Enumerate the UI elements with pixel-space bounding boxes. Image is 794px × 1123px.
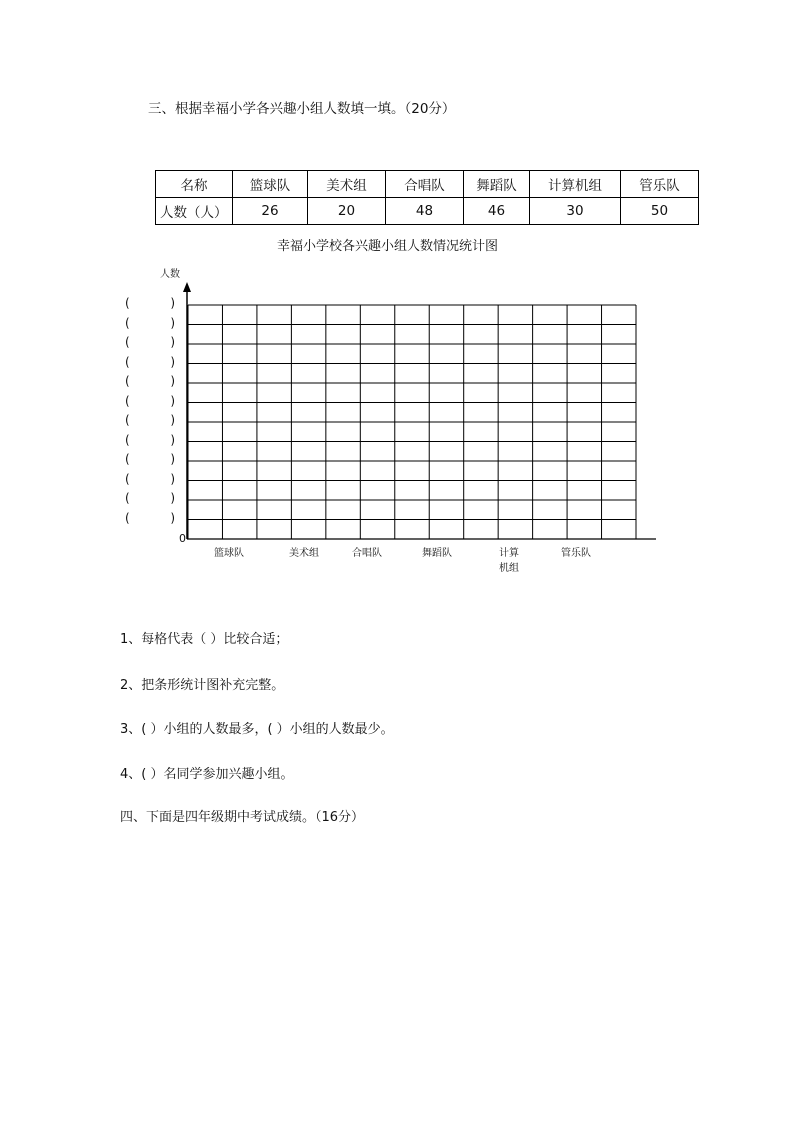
category-label: 合唱队: [352, 548, 382, 559]
section3-title: 三、根据幸福小学各兴趣小组人数填一填。（20分）: [148, 101, 456, 117]
y-tick-close-paren: ): [170, 393, 175, 408]
table-header-name: 名称: [156, 171, 233, 198]
table-cell: 舞蹈队: [464, 171, 530, 198]
section4-title: 四、下面是四年级期中考试成绩。（16分）: [120, 810, 365, 825]
y-tick-close-paren: ): [170, 432, 175, 447]
table-cell: 50: [621, 198, 699, 225]
y-tick-close-paren: ): [170, 296, 175, 310]
question-2: 2、把条形统计图补充完整。: [120, 678, 285, 693]
y-tick-open-paren: (: [125, 432, 130, 447]
y-tick-close-paren: ): [170, 315, 175, 330]
table-cell: 合唱队: [386, 171, 464, 198]
chart-title: 幸福小学校各兴趣小组人数情况统计图: [277, 239, 499, 254]
table-cell: 20: [308, 198, 386, 225]
y-tick-open-paren: (: [125, 413, 130, 427]
origin-label: 0: [179, 532, 186, 545]
table-cell: 26: [233, 198, 308, 225]
table-cell: 48: [386, 198, 464, 225]
category-label: 计算 机组: [499, 548, 519, 574]
question-4: 4、( ）名同学参加兴趣小组。: [120, 767, 294, 782]
question-1: 1、每格代表（ ）比较合适；: [120, 632, 289, 647]
category-label: 管乐队: [561, 548, 591, 559]
y-tick-close-paren: ): [170, 354, 175, 369]
y-tick-close-paren: ): [170, 491, 175, 505]
y-axis-label: 人数: [160, 269, 180, 280]
table-cell: 美术组: [308, 171, 386, 198]
table-cell: 46: [464, 198, 530, 225]
y-tick-open-paren: (: [125, 296, 130, 310]
y-tick-open-paren: (: [125, 354, 130, 369]
y-tick-close-paren: ): [170, 374, 175, 388]
table-cell: 计算机组: [530, 171, 621, 198]
table-cell: 篮球队: [233, 171, 308, 198]
y-axis-arrow: [183, 282, 191, 292]
y-tick-open-paren: (: [125, 452, 130, 466]
y-tick-open-paren: (: [125, 491, 130, 505]
y-tick-close-paren: ): [170, 335, 175, 349]
y-tick-open-paren: (: [125, 393, 130, 408]
y-tick-close-paren: ): [170, 413, 175, 427]
y-tick-open-paren: (: [125, 335, 130, 349]
y-tick-close-paren: ): [170, 452, 175, 466]
category-label: 篮球队: [214, 548, 244, 559]
y-tick-open-paren: (: [125, 471, 130, 486]
category-label: 舞蹈队: [422, 548, 452, 559]
table-header-count: 人数（人）: [156, 198, 233, 225]
question-3: 3、( ）小组的人数最多，( ）小组的人数最少。: [120, 722, 394, 737]
y-tick-close-paren: ): [170, 510, 175, 525]
y-tick-close-paren: ): [170, 471, 175, 486]
y-tick-open-paren: (: [125, 510, 130, 525]
table-cell: 30: [530, 198, 621, 225]
table-cell: 管乐队: [621, 171, 699, 198]
category-label: 美术组: [289, 548, 319, 559]
y-tick-open-paren: (: [125, 315, 130, 330]
y-tick-open-paren: (: [125, 374, 130, 388]
